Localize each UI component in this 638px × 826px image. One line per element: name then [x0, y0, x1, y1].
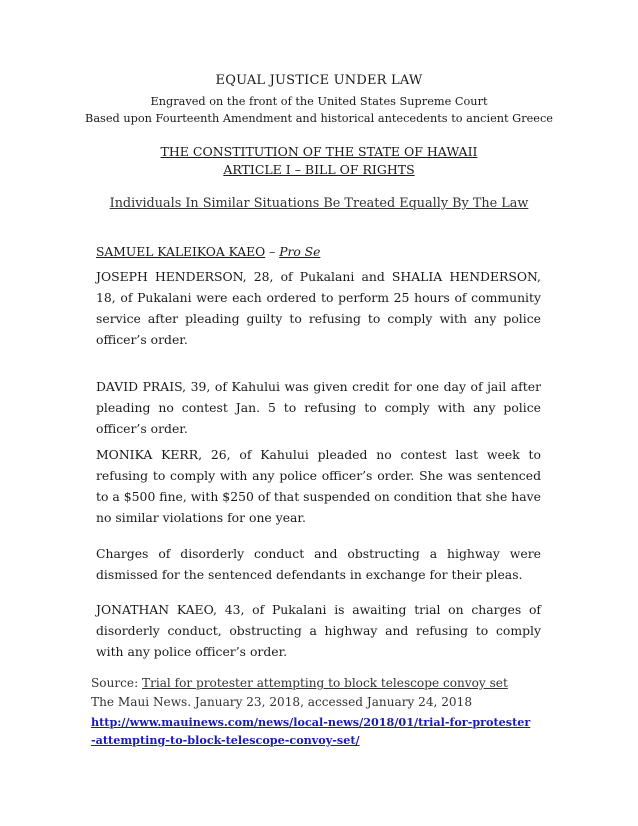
subtitle-supreme-court: Engraved on the front of the United States Supreme Court — [150, 95, 488, 108]
byline-separator: – — [265, 245, 280, 259]
paragraph-kaeo: JONATHAN KAEO, 43, of Pukalani is awaiting trial on charges of disorderly conduct, obstructing a highway and refusing to comply with any police officer’s order. — [96, 602, 541, 659]
byline — [96, 245, 320, 259]
source-citation — [91, 674, 541, 693]
source-publication: The Maui News. January 23, 2018, accessed January 24, 2018 — [91, 695, 473, 709]
document-title: EQUAL JUSTICE UNDER LAW — [215, 73, 423, 88]
author-role: Pro Se — [279, 245, 321, 259]
paragraph-prais: DAVID PRAIS, 39, of Kahului was given credit for one day of jail after pleading no contest Jan. 5 to refusing to comply with any police officer’s order. — [96, 379, 541, 436]
constitution-heading: THE CONSTITUTION OF THE STATE OF HAWAII — [160, 144, 478, 159]
source-prefix: Source: — [91, 676, 142, 690]
subtitle-amendment: Based upon Fourteenth Amendment and historical antecedents to ancient Greece — [85, 112, 553, 125]
source-url-link[interactable]: http://www.mauinews.com/news/local-news/2018/01/trial-for-protester-attempting-to-block-telescope-convoy-set/ — [91, 715, 531, 747]
paragraph-charges-dismissed: Charges of disorderly conduct and obstructing a highway were dismissed for the sentenced defendants in exchange for their pleas. — [96, 546, 541, 582]
author-name: SAMUEL KALEIKOA KAEO — [96, 245, 266, 259]
article-heading: ARTICLE I – BILL OF RIGHTS — [223, 162, 415, 177]
paragraph-kerr: MONIKA KERR, 26, of Kahului pleaded no contest last week to refusing to comply with any police officer’s order. She was sentenced to a $500 fine, with $250 of that suspended on condition that she have no similar violations for one year. — [96, 447, 541, 525]
principle-heading: Individuals In Similar Situations Be Treated Equally By The Law — [109, 196, 529, 211]
source-title-link[interactable]: Trial for protester attempting to block telescope convoy set — [142, 676, 508, 690]
paragraph-henderson: JOSEPH HENDERSON, 28, of Pukalani and SHALIA HENDERSON, 18, of Pukalani were each ordered to perform 25 hours of community service after pleading guilty to refusing to comply with any police officer’s order. — [96, 269, 541, 347]
